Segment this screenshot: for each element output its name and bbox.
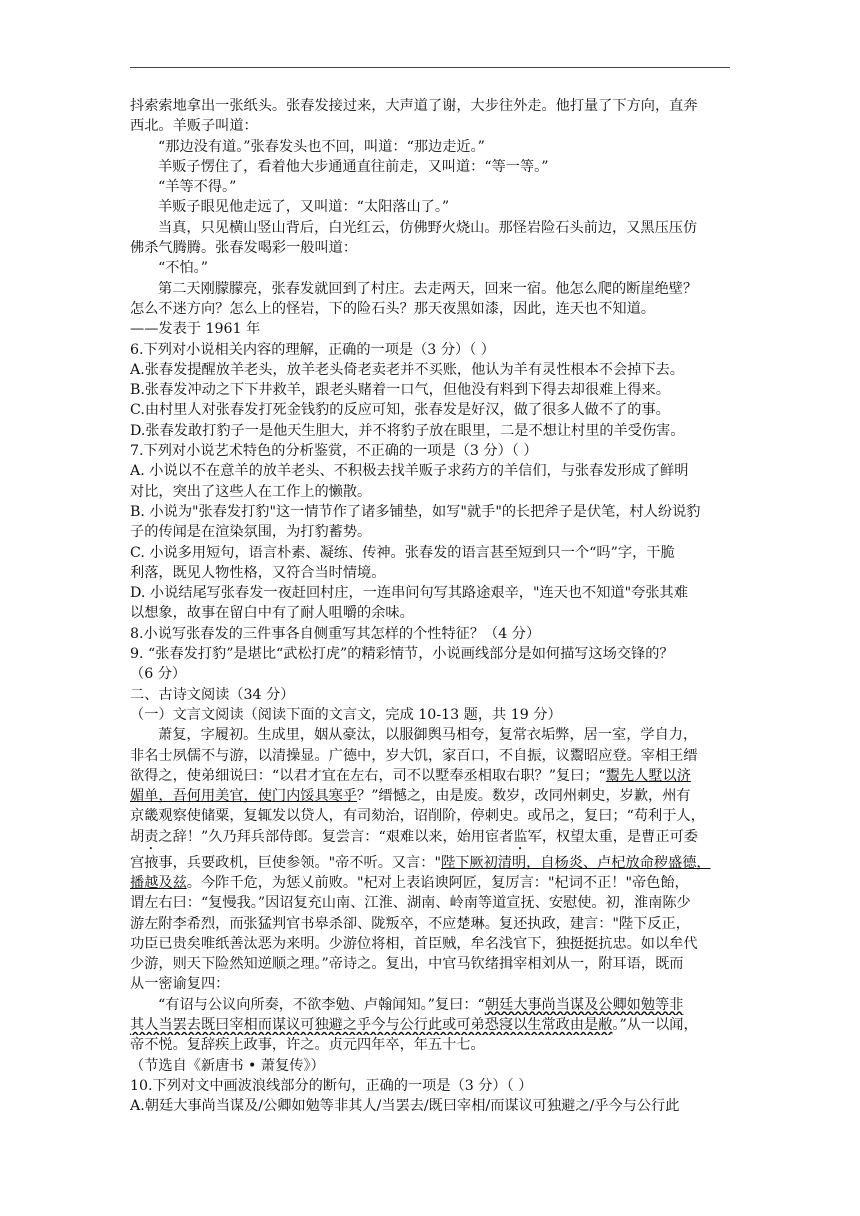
text-line: 游左附李希烈，而张猛判官书皋杀卻、陇叛卒，不应楚琳。复还执政，建言："陛下反正， bbox=[130, 915, 690, 932]
dialogue-line: 羊贩子眼见他走远了，又叫道：“太阳落山了。” bbox=[158, 199, 450, 216]
question-8: 8.小说写张春发的三件事各自侧重写其怎样的个性特征？（4 分） bbox=[130, 625, 541, 642]
question-7-option-a-cont: 对比，突出了这些人在工作上的懒散。 bbox=[130, 483, 372, 500]
text-line: 京畿观察使储粟，复辄发以贷人，有司劾治，诏削阶，停刺史。或吊之，复曰；“苟利于人， bbox=[130, 808, 705, 825]
dotted-char: 责 bbox=[144, 828, 159, 845]
header-rule bbox=[130, 67, 730, 68]
dialogue-line: “羊等不得。” bbox=[158, 179, 237, 196]
text-segment: 胡 bbox=[130, 828, 145, 845]
underlined-segment: 陛下厥初清明，自杨炎、卢杞放命秽盛德， bbox=[441, 854, 711, 871]
text-line: 当真，只见横山竖山背后，白光红云，仿佛野火烧山。那怪岩险石头前边，又黑压压仿 bbox=[158, 219, 698, 236]
story-paragraph bbox=[130, 96, 730, 137]
text-segment: 欲得之，使弟细说曰：“以君才宜在左右，司不以墅奉丞相取右职？”复曰；“ bbox=[130, 767, 606, 784]
dialogue-line: “那边没有道。”张春发头也不回，叫道：“那边走近。” bbox=[158, 138, 485, 155]
question-6-option-a: A.张春发提醒放羊老头，放羊老头倚老卖老并不买账，他认为羊有灵性根本不会掉下去。 bbox=[130, 361, 684, 378]
text-line bbox=[130, 1015, 730, 1035]
text-line: 功臣已贵矣唯纸善汰恶为来明。少游位将相，首臣贼，牟名浅官下，独挺挺抗忠。如以牟代 bbox=[130, 935, 698, 952]
text-segment: 。今阼千危，为惩乂前败。"杞对上表谄谀阿匠，复厉言："杞词不正！"帝色飴， bbox=[186, 874, 689, 891]
text-line: 谓左右曰：“复慢我。”因诏复充山南、江淮、湖南、岭南等道宣抚、安慰使。初，淮南陈少 bbox=[130, 895, 691, 912]
text-line: 怎么不迷方向？怎么上的怪岩，下的险石头？那天夜黑如漆，因此，连天也不知道。 bbox=[130, 300, 655, 317]
question-7-option-c: C. 小说多用短句，语言朴素、凝练、传神。张春发的语言甚至短到只一个“吗”字，干脆 bbox=[130, 544, 675, 561]
dotted-char: 监 bbox=[513, 828, 528, 845]
question-6-option-b: B.张春发冲动之下下井救羊，跟老头赌着一口气，但他没有料到下得去却很难上得来。 bbox=[130, 382, 670, 399]
question-7-option-b: B. 小说为"张春发打豹"这一情节作了诸多铺垫，如写"就手"的长把斧子是伏笔，村人纷说豹 bbox=[130, 503, 701, 520]
question-9-points: （6 分） bbox=[130, 666, 187, 683]
text-line bbox=[130, 995, 730, 1015]
question-9: 9. “张春发打豹”是堪比“武松打虎”的精彩情节，小说画线部分是如何描写这场交锋的？ bbox=[130, 646, 674, 663]
text-line: 从一密谕复四： bbox=[130, 976, 230, 993]
text-line: 萧复，字履初。生成里，姻从豪汰，以服御舆马相夸，复常衣垢弊，居一室，学自力， bbox=[158, 727, 698, 744]
passage-source: （节选自《新唐书 • 萧复传》） bbox=[130, 1057, 325, 1074]
underlined-segment: 播越及兹 bbox=[130, 874, 187, 891]
question-6-option-d: D.张春发敢打豹子一是他天生胆大，并不将豹子放在眼里，二是不想让村里的羊受伤害。 bbox=[130, 422, 685, 439]
text-segment: 军，权望太重，是曹正可委 bbox=[527, 828, 698, 845]
text-line: 佛杀气腾腾。张春发喝彩一般叫道： bbox=[130, 240, 358, 257]
text-line: 非名士夙儒不与游，以清操显。广德中，岁大饥，家百口，不自振，议鬻昭应登。宰相王缙 bbox=[130, 747, 698, 764]
question-6-option-c: C.由村里人对张春发打死金钱豹的反应可知，张春发是好汉，做了很多人做不了的事。 bbox=[130, 402, 670, 419]
text-line: 抖索索地拿出一张纸头。张春发接过来，大声道了谢，大步往外走。他打量了下方向，直奔 bbox=[130, 98, 698, 114]
document-page bbox=[130, 96, 730, 1117]
text-line: 少游，则天下险然知逆顺之理。”帝诗之。复出，中官马钦绪揖宰相刘从一，附耳语，既而 bbox=[130, 956, 684, 973]
question-7-stem: 7.下列对小说艺术特色的分析鉴赏，不正确的一项是（3 分）（ ） bbox=[130, 443, 538, 460]
text-segment: ？”缙憾之，由是废。数岁，改同州刺史，岁歉，州有 bbox=[357, 788, 691, 805]
text-segment: 宫掖事，兵要政机，巨使参领。"帝不听。又言：" bbox=[130, 854, 441, 871]
text-line bbox=[130, 873, 730, 893]
question-10-option-a: A.朝廷大事尚当谋及/公卿如勉等非其人/当罢去/既曰宰相/而谋议可独避之/乎今与公行此 bbox=[130, 1098, 680, 1115]
text-line: 西北。羊贩子叫道： bbox=[130, 118, 258, 135]
text-segment: “有诏与公议向所奏，不欲李勉、卢翰闻知。”复曰：“ bbox=[158, 996, 485, 1013]
text-line bbox=[130, 786, 730, 806]
dialogue-line: “不怕。” bbox=[158, 260, 208, 277]
text-segment: 。”从一以闻， bbox=[612, 1017, 698, 1034]
text-segment: 之辞！”久乃拜兵部侍郎。复尝言：“艰难以来，始用宦者 bbox=[158, 828, 514, 845]
text-line bbox=[130, 766, 730, 786]
subsection-heading: （一）文言文阅读（阅读下面的文言文，完成 10-13 题，共 19 分） bbox=[130, 706, 562, 723]
question-10-stem: 10.下列对文中画波浪线部分的断句，正确的一项是（3 分）（ ） bbox=[130, 1077, 533, 1094]
question-7-option-d-cont: 以想象，故事在留白中有了耐人咀嚼的余味。 bbox=[130, 605, 414, 622]
underlined-segment: 鬻先人墅以济 bbox=[605, 767, 691, 784]
question-7-option-b-cont: 子的传闻是在渲染氛围，为打豹蓄势。 bbox=[130, 524, 372, 541]
text-line: 第二天刚朦朦亮，张春发就回到了村庄。去走两天，回来一宿。他怎么爬的断崖绝壁？ bbox=[158, 280, 698, 297]
wavy-underlined-segment: 朝廷大事尚当谋及公卿如勉等非 bbox=[484, 996, 684, 1013]
question-7-option-a: A. 小说以不在意羊的放羊老头、不积极去找羊贩子求药方的羊信们，与张春发形成了鲜明 bbox=[130, 463, 689, 480]
dialogue-line: 羊贩子愣住了，看着他大步通通直往前走，又叫道：“等一等。” bbox=[158, 158, 549, 175]
question-7-option-d: D. 小说结尾写张春发一夜赶回村庄，一连串问句写其路途艰辛，"连天也不知道"夸张其难 bbox=[130, 585, 688, 602]
question-7-option-c-cont: 利落，既见人物性格，又符合当时情境。 bbox=[130, 564, 386, 581]
question-6-stem: 6.下列对小说相关内容的理解，正确的一项是（3 分）（ ） bbox=[130, 341, 495, 358]
classical-passage bbox=[130, 725, 730, 1076]
section-heading: 二、古诗文阅读（34 分） bbox=[130, 686, 295, 703]
text-line: 帝不悦。复辞疾上政事，许之。贞元四年卒，年五十七。 bbox=[130, 1037, 485, 1054]
story-source: ——发表于 1961 年 bbox=[130, 321, 261, 338]
wavy-underlined-segment: 其人当罢去既曰宰相而谋议可独避之乎今与公行此或可弟恐寖以生常政由是敝 bbox=[130, 1017, 613, 1034]
text-line bbox=[130, 853, 730, 873]
underlined-segment: 媚单，吾何用美官，使门内馁具寒乎 bbox=[130, 788, 358, 805]
text-line bbox=[130, 827, 730, 853]
